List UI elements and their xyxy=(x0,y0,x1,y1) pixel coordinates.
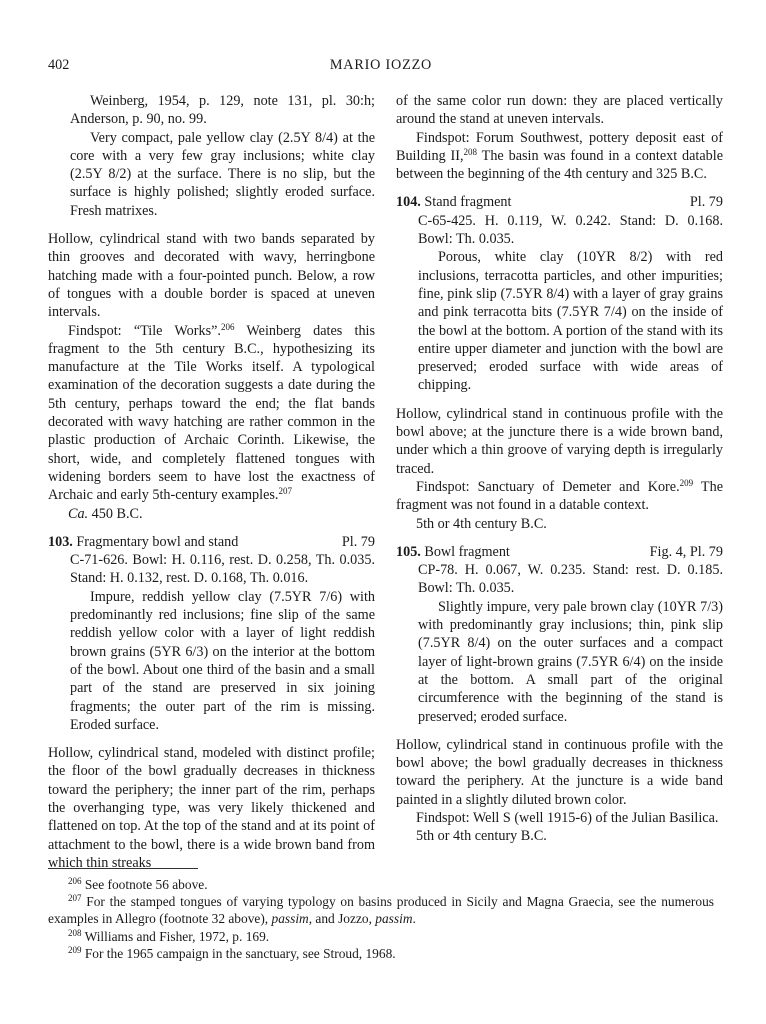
entry-104-heading xyxy=(396,193,723,211)
plate-ref: Fig. 4, Pl. 79 xyxy=(649,543,723,560)
entry-103-description: Hollow, cylindrical stand, modeled with distinct profile; the floor of the bowl gradually decreases in thickness toward the periphery; the inner part of the rim, perhaps the overhanging type, was very likely thickened and flattened on top. At the top of the stand and at its point of attachment to the bowl, there is a wide brown band from which thin streaks xyxy=(48,745,375,871)
plate-ref: Pl. 79 xyxy=(341,533,375,550)
plate-ref: Pl. 79 xyxy=(689,194,723,211)
entry-103-clay: Impure, reddish yellow clay (7.5YR 7/6) with predominantly red inclusions; fine slip of the same reddish yellow color with a layer of light reddish brown grains (5YR 6/3) on the interior at the bottom of the bowl. About one third of the basin and a small part of the stand are preserved in six joining fragments; the outer part of the rim is missing. Eroded surface. xyxy=(70,588,375,733)
entry-104-clay: Porous, white clay (10YR 8/2) with red inclusions, terracotta particles, and other impurities; fine, pink slip (7.5YR 8/4) with a layer of gray grains and pink terracotta bits (7.5YR 7/4) on the inside of the bowl at the bottom. A portion of the stand with its entire upper diameter and junction with the bowl are preserved; eroded surface with wide areas of chipping. xyxy=(418,249,723,394)
footnote-207: $^{207}$ For the stamped tongues of varying typology on basins produced in Sicily and Magna Graecia, see the numerous examples in Allegro (footnote 32 above), passim, and Jozzo, passim. xyxy=(48,893,714,927)
reference-continuation: Weinberg, 1954, p. 129, note 131, pl. 30:h; Anderson, p. 90, no. 99. xyxy=(70,93,375,128)
page-header xyxy=(48,56,714,76)
entry-title: Stand fragment xyxy=(420,194,512,211)
findspot-paragraph: Findspot: Forum Southwest, pottery deposit east of Building II,$^{208}$ The basin was found in a context datable between the beginning of the 4th century and 325 B.C. xyxy=(396,129,723,183)
entry-105-clay: Slightly impure, very pale brown clay (10YR 7/3) with predominantly gray inclusions; thin, pink slip (7.5YR 8/4) on the outer surfaces and a compact layer of light-brown grains (7.5YR 6/4) on the inside at the bottom. A small part of the original circumference with the beginning of the stand is preserved; eroded surface. xyxy=(418,598,723,725)
clay-description: Very compact, pale yellow clay (2.5Y 8/4) at the core with a very few gray inclusions; white clay (2.5Y 8/2) at the surface. There is no slip, but the surface is highly polished; slightly eroded surface. Fresh matrixes. xyxy=(70,129,375,219)
entry-105-measurements: CP-78. H. 0.067, W. 0.235. Stand: rest. D. 0.185. Bowl: Th. 0.035. xyxy=(418,562,723,597)
entry-103-continuation: of the same color run down: they are placed vertically around the stand at uneven intervals. xyxy=(396,93,723,128)
footnote-206: $^{206}$ See footnote 56 above. xyxy=(68,876,208,892)
findspot-paragraph: Findspot: Sanctuary of Demeter and Kore.$^{209}$ The fragment was not found in a datable context. xyxy=(396,477,723,514)
stand-description: Hollow, cylindrical stand with two bands separated by thin grooves and decorated with wavy, herringbone hatching made with a four-pointed punch. Below, a row of tongues with a double border is spaced at uneven intervals. xyxy=(48,231,375,321)
footnote-ref[interactable]: 208 xyxy=(463,146,478,157)
entry-103-measurements: C-71-626. Bowl: H. 0.116, rest. D. 0.258, Th. 0.035. Stand: H. 0.132, rest. D. 0.168, Th. 0.016. xyxy=(70,552,375,587)
running-head: MARIO IOZZO xyxy=(329,57,433,73)
page-number: 402 xyxy=(48,57,70,73)
entry-title: Fragmentary bowl and stand xyxy=(72,533,239,550)
footnotes xyxy=(48,876,714,962)
footnote-divider xyxy=(48,868,198,869)
findspot-paragraph: Findspot: “Tile Works”.$^{206}$ Weinberg dates this fragment to the 5th century B.C., hypothesizing its manufacture at the Tile Works itself. A typological examination of the decoration suggests a date during the 5th century, perhaps toward the end; the flat bands decorated with wavy hatching are rather common in the plastic production of Archaic Corinth. Likewise, the short, wide, and completely flattened tongues with widening borders seem to have lost the exactness of Archaic and early 5th-century examples.$^{207}$ xyxy=(48,321,376,504)
entry-number: 104. xyxy=(396,194,421,211)
entry-number: 103. xyxy=(48,533,73,550)
right-column xyxy=(396,92,723,846)
entry-title: Bowl fragment xyxy=(420,543,510,560)
entry-103-heading xyxy=(48,533,375,551)
entry-105-heading xyxy=(396,543,723,561)
entry-104-description: Hollow, cylindrical stand in continuous profile with the bowl above; at the juncture there is a wide brown band, under which a thin groove of varying depth is irregularly traced. xyxy=(396,405,723,477)
findspot-paragraph: Findspot: Well S (well 1915-6) of the Julian Basilica. xyxy=(416,809,719,826)
entry-104-measurements: C-65-425. H. 0.119, W. 0.242. Stand: D. 0.168. Bowl: Th. 0.035. xyxy=(418,212,723,248)
footnote-ref[interactable]: 206 xyxy=(220,321,235,332)
entry-number: 105. xyxy=(396,543,421,560)
entry-105-description: Hollow, cylindrical stand in continuous profile with the bowl above; the bowl gradually decreases in thickness toward the periphery. At the juncture is a wide band painted in a slightly diluted brown color. xyxy=(396,736,723,808)
footnote-ref[interactable]: 209 xyxy=(679,477,694,488)
date-line: 5th or 4th century B.C. xyxy=(416,515,547,532)
footnote-209: $^{209}$ For the 1965 campaign in the sanctuary, see Stroud, 1968. xyxy=(68,944,396,961)
footnote-ref[interactable]: 207 xyxy=(278,486,292,497)
footnote-208: $^{208}$ Williams and Fisher, 1972, p. 169. xyxy=(68,927,270,944)
date-line: 5th or 4th century B.C. xyxy=(416,828,547,845)
left-column xyxy=(48,92,375,872)
date-line: Ca. 450 B.C. xyxy=(68,505,143,522)
